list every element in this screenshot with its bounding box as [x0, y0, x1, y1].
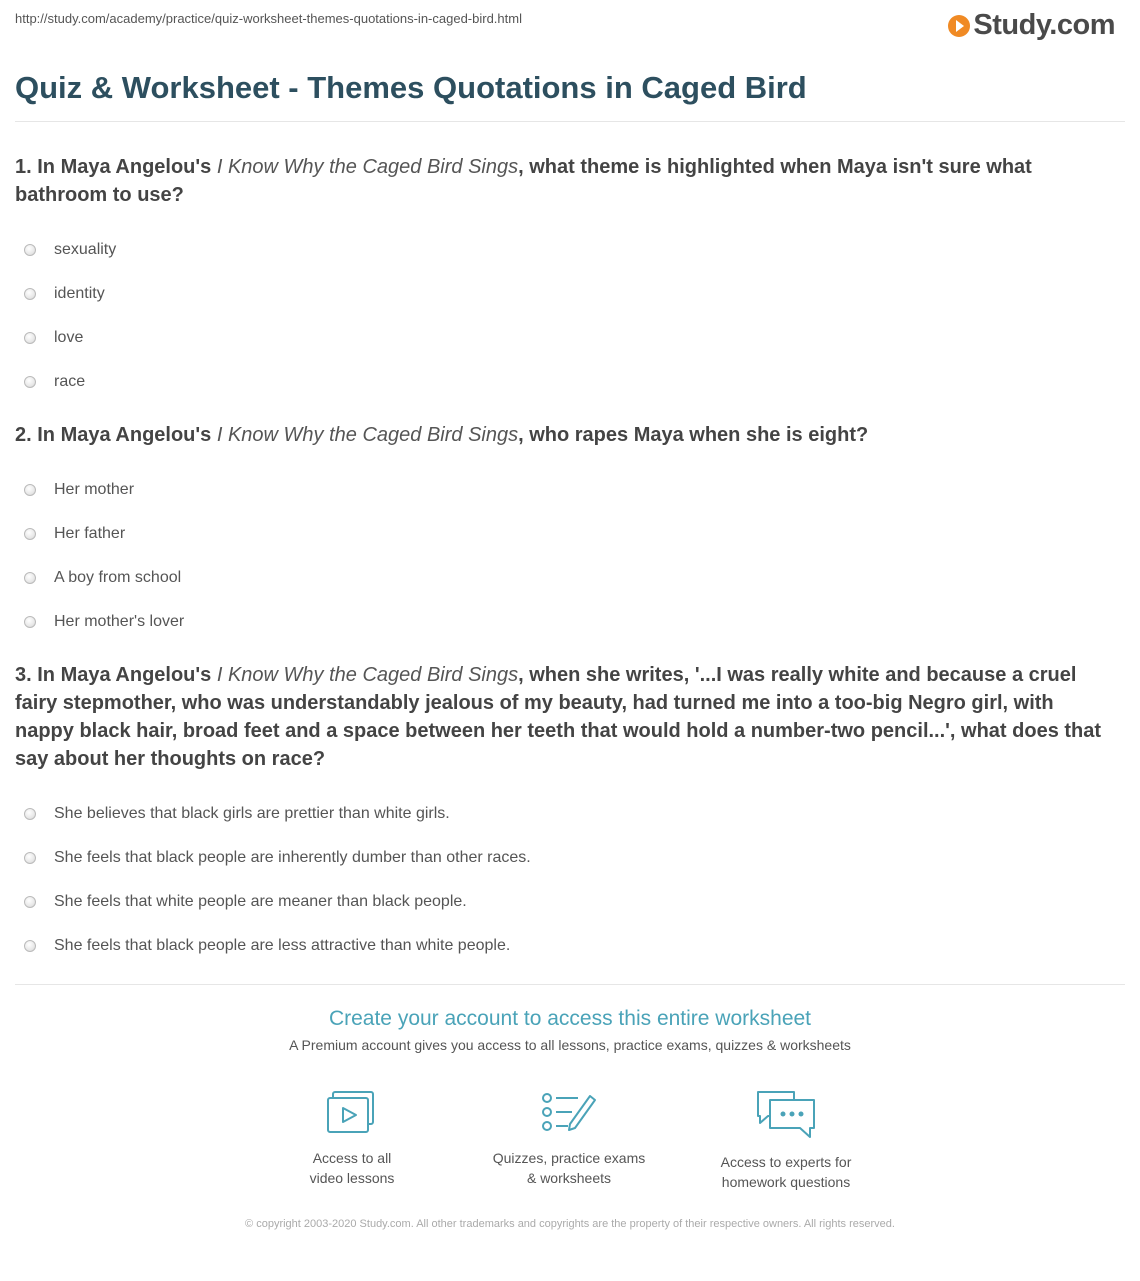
answer-label: race: [54, 373, 86, 390]
answer-label: Her mother: [54, 481, 135, 498]
page-url[interactable]: http://study.com/academy/practice/quiz-worksheet-themes-quotations-in-caged-bird.html: [15, 11, 522, 26]
feature-label-line1: Quizzes, practice exams: [492, 1150, 646, 1166]
answer-option[interactable]: [15, 316, 1110, 360]
promo-subtitle: A Premium account gives you access to all lessons, practice exams, quizzes & worksheets: [289, 1037, 851, 1053]
radio-button-icon[interactable]: [24, 896, 36, 908]
question-2-prefix: 2. In Maya Angelou's: [15, 424, 217, 446]
question-2-book-title: I Know Why the Caged Bird Sings: [216, 424, 519, 446]
video-lessons-icon: [326, 1090, 378, 1136]
question-1: [15, 153, 1110, 404]
answer-option[interactable]: [15, 556, 1110, 600]
answer-option[interactable]: [15, 600, 1110, 644]
question-1-suffix: , what theme is highlighted when Maya isn't sure what bathroom to use?: [15, 156, 1032, 206]
radio-button-icon[interactable]: [24, 376, 36, 388]
feature-experts: [686, 1090, 886, 1192]
title-divider: [15, 121, 1125, 122]
feature-quizzes: [469, 1090, 669, 1188]
question-3-suffix: , when she writes, '...I was really white and because a cruel fairy stepmother, who was understandably jealous of my beauty, had turned me into a too-big Negro girl, with nappy black hair, broad feet and a space between her teeth that would hold a number-two pencil...', what does that say about her thoughts on race?: [15, 664, 1102, 770]
radio-button-icon[interactable]: [24, 244, 36, 256]
feature-label-line2: video lessons: [309, 1170, 395, 1186]
answer-label: She feels that black people are less attractive than white people.: [54, 937, 511, 954]
answer-label: love: [54, 329, 84, 346]
radio-button-icon[interactable]: [24, 572, 36, 584]
feature-label-line1: Access to all: [312, 1150, 392, 1166]
chat-bubbles-icon: [754, 1090, 818, 1140]
question-2: [15, 421, 1110, 644]
premium-promo: [0, 1007, 1140, 1053]
radio-button-icon[interactable]: [24, 808, 36, 820]
answer-label: She feels that black people are inherently dumber than other races.: [54, 849, 531, 866]
radio-button-icon[interactable]: [24, 484, 36, 496]
feature-label-line2: & worksheets: [526, 1170, 612, 1186]
question-1-prefix: 1. In Maya Angelou's: [15, 156, 217, 178]
feature-video-lessons: [252, 1090, 452, 1188]
answer-label: identity: [54, 285, 105, 302]
answer-option[interactable]: [15, 836, 1110, 880]
radio-button-icon[interactable]: [24, 528, 36, 540]
question-3: [15, 661, 1110, 968]
feature-label-line2: homework questions: [721, 1174, 851, 1190]
answer-option[interactable]: [15, 272, 1110, 316]
copyright-footer: © copyright 2003-2020 Study.com. All other trademarks and copyrights are the property of their respective owners. All rights reserved.: [245, 1218, 895, 1230]
logo-text: Study.com: [973, 9, 1115, 41]
question-2-suffix: , who rapes Maya when she is eight?: [518, 424, 869, 446]
radio-button-icon[interactable]: [24, 616, 36, 628]
answer-label: Her mother's lover: [54, 613, 185, 630]
quiz-checklist-icon: [540, 1090, 598, 1136]
question-2-options: [15, 468, 1110, 644]
radio-button-icon[interactable]: [24, 332, 36, 344]
answer-label: She feels that white people are meaner than black people.: [54, 893, 467, 910]
radio-button-icon[interactable]: [24, 288, 36, 300]
study-logo[interactable]: [948, 9, 1115, 42]
question-3-book-title: I Know Why the Caged Bird Sings: [216, 664, 519, 686]
answer-option[interactable]: [15, 512, 1110, 556]
answer-label: She believes that black girls are prettier than white girls.: [54, 805, 450, 822]
question-3-options: [15, 792, 1110, 968]
answer-label: A boy from school: [54, 569, 182, 586]
top-bar: [15, 11, 1125, 51]
answer-option[interactable]: [15, 228, 1110, 272]
answer-label: Her father: [54, 525, 126, 542]
question-1-options: [15, 228, 1110, 404]
promo-divider: [15, 984, 1125, 985]
promo-title[interactable]: Create your account to access this entire worksheet: [328, 1007, 812, 1030]
answer-option[interactable]: [15, 924, 1110, 968]
play-logo-icon: [948, 15, 970, 37]
question-1-text: [15, 153, 1110, 209]
radio-button-icon[interactable]: [24, 940, 36, 952]
answer-option[interactable]: [15, 360, 1110, 404]
question-3-text: [15, 661, 1110, 773]
question-2-text: [15, 421, 1110, 449]
answer-option[interactable]: [15, 792, 1110, 836]
answer-label: sexuality: [54, 241, 117, 258]
radio-button-icon[interactable]: [24, 852, 36, 864]
page-title: Quiz & Worksheet - Themes Quotations in Caged Bird: [15, 70, 807, 105]
feature-label-line1: Access to experts for: [720, 1154, 852, 1170]
question-1-book-title: I Know Why the Caged Bird Sings: [216, 156, 519, 178]
answer-option[interactable]: [15, 468, 1110, 512]
answer-option[interactable]: [15, 880, 1110, 924]
question-3-prefix: 3. In Maya Angelou's: [15, 664, 217, 686]
